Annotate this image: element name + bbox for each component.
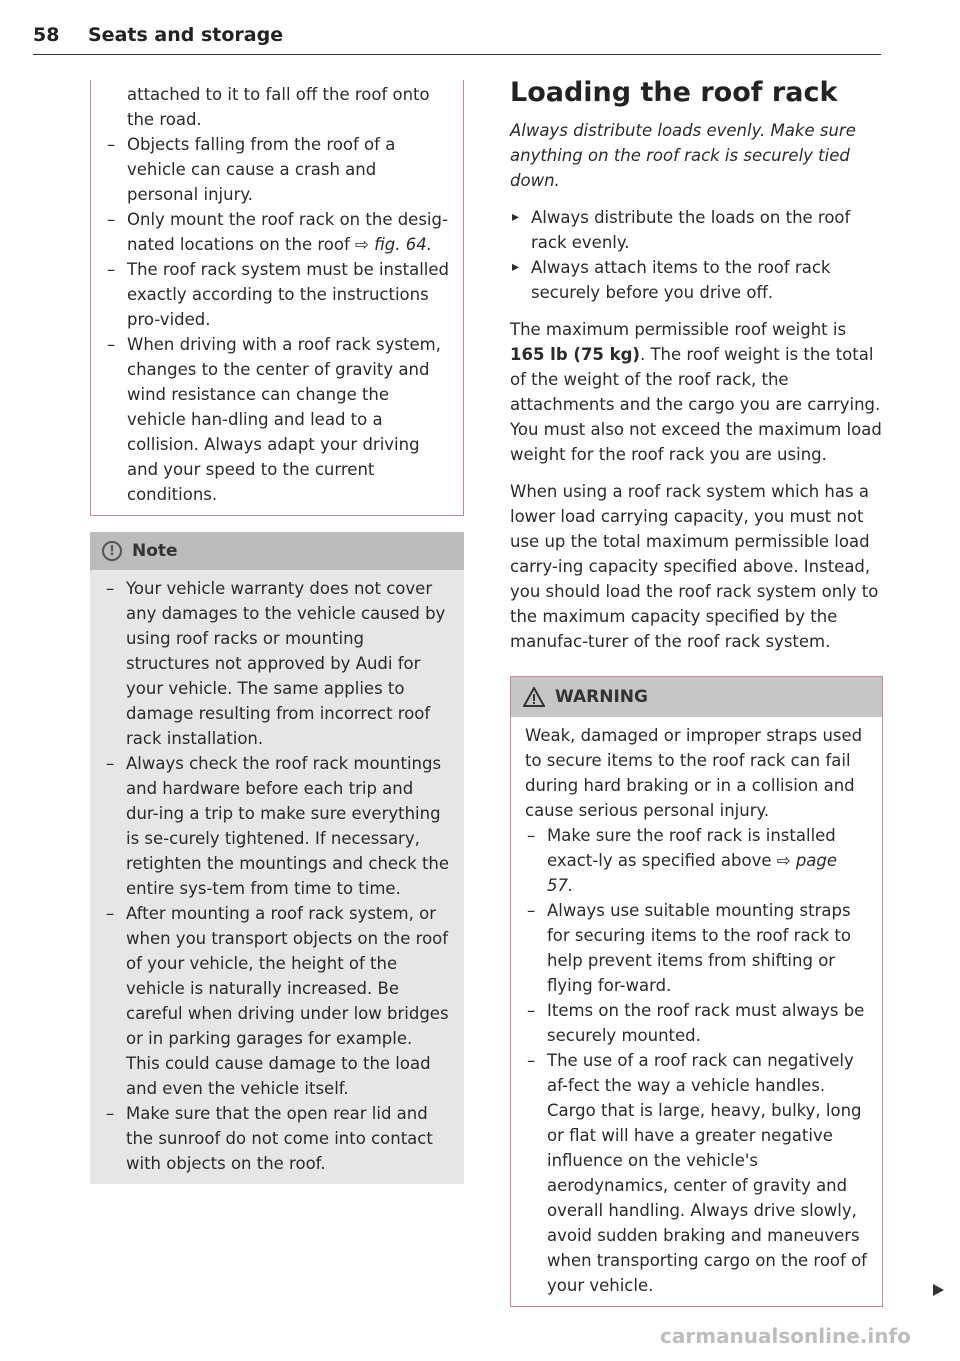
continue-arrow-icon (933, 1284, 944, 1296)
list-item: – The roof rack system must be installed exactly according to the instructions pro-vided. (105, 257, 449, 332)
warning-lead-text: Weak, damaged or improper straps used to secure items to the roof rack can fail during hard braking or in a collision and cause serious personal injury. (525, 726, 863, 820)
paragraph-max-weight: The maximum permissible roof weight is 165 lb (75 kg). The roof weight is the total of the weight of the roof rack, the attachments and the cargo you are carrying. You must also not exceed the maximum load weight for the roof rack you are using. (510, 320, 882, 464)
list-item: – Always use suitable mounting straps for securing items to the roof rack to help prevent items from shifting or flying for-ward. (525, 898, 868, 998)
page-number: 58 (33, 24, 60, 46)
note-header (90, 532, 464, 570)
list-item: – Always check the roof rack mountings and hardware before each trip and dur-ing a trip to make sure everything is se-curely tightened. If necessary, retighten the mountings and check the entire sys-tem from time to time. (104, 751, 450, 901)
right-column (510, 76, 883, 1307)
list-item: ▸ Always attach items to the roof rack securely before you drive off. (510, 255, 883, 305)
warning-list (525, 823, 868, 1298)
warning-box (510, 676, 883, 1307)
exclamation-circle-icon: ! (102, 541, 122, 561)
page-header (33, 24, 881, 55)
page-link[interactable]: ⇨ page 57. (547, 851, 838, 895)
list-item: – Only mount the roof rack on the desig-nated locations on the roof ⇨ fig. 64. (105, 207, 449, 257)
figure-link[interactable]: ⇨ fig. 64. (355, 235, 432, 254)
list-item: – The use of a roof rack can negatively af-fect the way a vehicle handles. Cargo that is large, heavy, bulky, long or flat will have a greater negative influence on the vehicle's aerodynamics, center of gravity and overall handling. Always drive slowly, avoid sudden braking and maneuvers when transporting cargo on the roof of your vehicle. (525, 1048, 868, 1298)
warning-header (511, 677, 882, 717)
list-item: – Make sure that the open rear lid and the sunroof do not come into contact with objects on the roof. (104, 1101, 450, 1176)
note-body (90, 570, 464, 1184)
warning-triangle-icon (523, 687, 545, 707)
list-item: – Objects falling from the roof of a vehicle can cause a crash and personal injury. (105, 132, 449, 207)
list-item: – Items on the roof rack must always be securely mounted. (525, 998, 868, 1048)
note-box (90, 532, 464, 1184)
paragraph-capacity: When using a roof rack system which has a lower load carrying capacity, you must not use up the total maximum permissible load carry-ing capacity specified above. Instead, you should load the roof rack system only to the maximum capacity specified by the manufac-turer of the roof rack system. (510, 482, 879, 651)
list-item: – After mounting a roof rack system, or when you transport objects on the roof of your vehicle, the height of the vehicle is naturally increased. Be careful when driving under low bridges or in parking garages for example. This could cause damage to the load and even the vehicle itself. (104, 901, 450, 1101)
list-item: – Make sure the roof rack is installed exact-ly as specified above ⇨ page 57. (525, 823, 868, 898)
warning-title: WARNING (555, 686, 648, 707)
warning-list (105, 132, 449, 507)
left-column (90, 80, 464, 1184)
warning-lead-text: attached to it to fall off the roof onto the road. (127, 85, 430, 129)
section-title: Seats and storage (88, 24, 284, 46)
watermark-text: carmanualsonline.info (660, 1324, 911, 1348)
warning-continuation (90, 80, 464, 516)
page-title: Loading the roof rack (510, 77, 838, 108)
list-item: – When driving with a roof rack system, changes to the center of gravity and wind resistance can change the vehicle han-dling and lead to a collision. Always adapt your driving and your speed to the current conditions. (105, 332, 449, 507)
steps-list (510, 205, 883, 305)
list-item: – Your vehicle warranty does not cover any damages to the vehicle caused by using roof racks or mounting structures not approved by Audi for your vehicle. The same applies to damage resulting from incorrect roof rack installation. (104, 576, 450, 751)
intro-text: Always distribute loads evenly. Make sure anything on the roof rack is securely tied down. (510, 121, 856, 190)
list-item: ▸ Always distribute the loads on the roof rack evenly. (510, 205, 883, 255)
warning-body (511, 717, 882, 1306)
note-list (104, 576, 450, 1176)
max-weight-value: 165 lb (75 kg) (510, 345, 640, 364)
watermark-logo (660, 1321, 950, 1351)
note-title: Note (132, 540, 178, 561)
